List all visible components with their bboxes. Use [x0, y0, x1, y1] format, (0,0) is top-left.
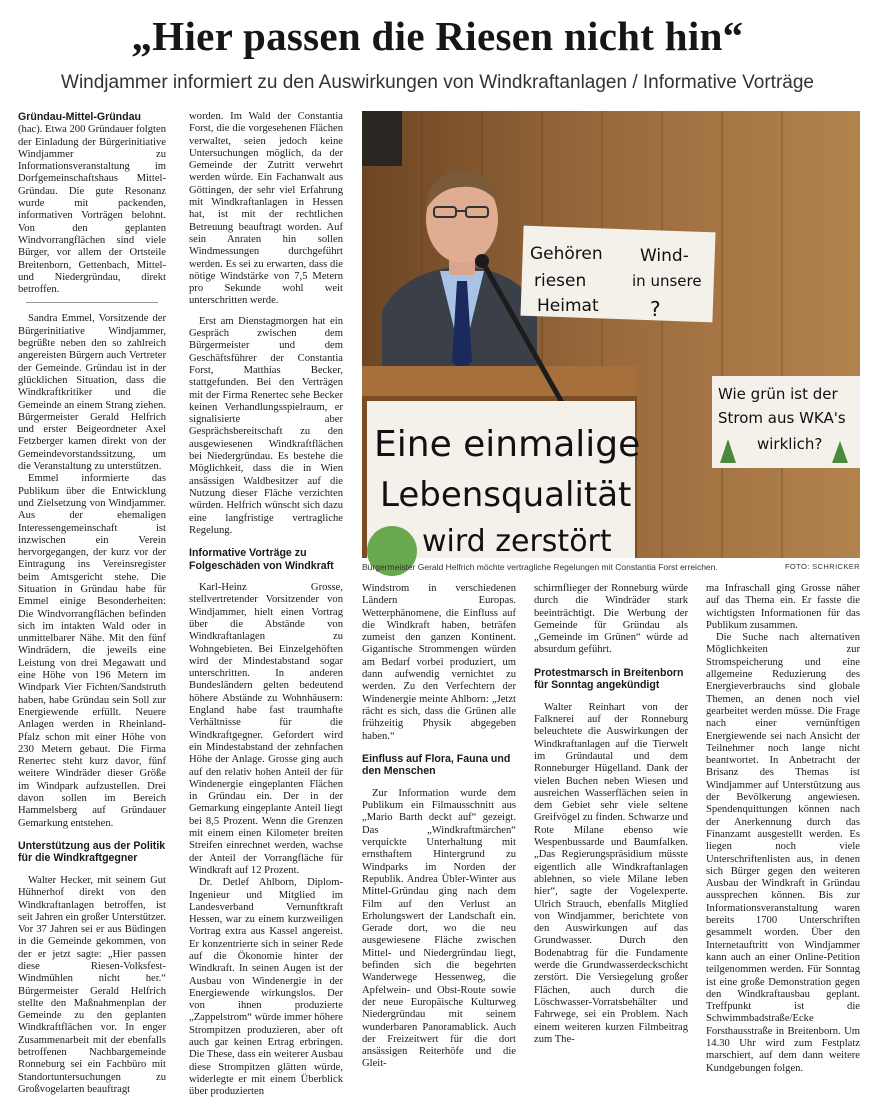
- column-5: [706, 583, 860, 1074]
- paragraph: Walter Hecker, mit seinem Gut Hühnerhof direkt von den Windkraftanlagen betroffen, ist seit Jahren ein großer Unterstützer. Vor 37 Jahren sei er aus Büdingen in die Gemeinde gekommen, von der er jetzt sagte: „Hier passen diese Riesen-Volksfest-Windmühlen nicht her.“ Bürgermeister Gerald Helfrich stellte den Maßnahmenplan der Gemeinde zu den geplanten Windkraftflächen vor. In enger Zusammenarbeit mit der ebenfalls betroffenen Nachbargemeinde Ronneburg sei ein Fachbüro mit Standortuntersuchungen zu Großvogelarten beauftragt: [18, 874, 166, 1095]
- intro-text: (hac). Etwa 200 Gründauer folgten der Einladung der Bürgerinitiative Windjammer zu Informationsveranstaltung im Dorfgemeinschaftshaus Mittel-Gründau. Die gute Resonanz wurde mit packenden, informativen Vorträgen belohnt. Von den geplanten Windvorrangflächen sind viele Bürger, vor allem der Ortsteile Breitenborn, Gettenbach, Mittel- und Niedergründau, direkt betroffen.: [18, 124, 166, 296]
- separator-rule: [26, 302, 158, 303]
- paragraph: Die Suche nach alternativen Möglichkeiten zur Stromspeicherung und eine allgemeine Reduzierung des Energieverbrauchs sind globale Themen, an denen noch viel gearbeitet werden müsse. Die Frage nach einer vernünftigen Energiewende sei nach Ansicht der Teilnehmer noch lange nicht beantwortet. In Anbetracht der Brisanz des Themas ist Windjammer auf Unterstützung aus der Bevölkerung angewiesen. Spendenquittungen können nach der Anerkennung durch das Finanzamt ausgestellt werden. Es liegen noch viele Unterschriftenlisten aus, in denen sich Bürger gegen den weiteren Ausbau der Windkraft in Gründau aussprechen können. Bis zur Informationsveranstaltung waren bereits 1700 Unterschriften gesammelt worden. Über den Internetauftritt von Windjammer kann auch an einer Online-Petition teilgenommen werden. Für Sonntag ist eine große Demonstration gegen den Windkraftausbau geplant. Treffpunkt ist die Schwimmbadstraße/Ecke Forsthausstraße in Breitenborn. Um 14.30 Uhr wird zum Festplatz marschiert, auf dem dann weitere Kundgebungen folgen.: [706, 632, 860, 1074]
- photo-caption: [362, 562, 860, 572]
- paragraph: schirmflieger der Ronneburg würde durch die Windräder stark beeinträchtigt. Die Werbung der Gemeinde für Gründau als „Gemeinde im Grünen“ würde ad absurdum geführt.: [534, 583, 688, 656]
- paragraph: worden. Im Wald der Constantia Forst, die die vorgesehenen Flächen verwaltet, seien jedoch keine Untersuchungen möglich, da der Gemeinde der Zutritt verwehrt werden würde. Ein Fachanwalt aus Göttingen, der sehr viel Erfahrung mit Windkraftanlagen in Hessen hat, ist mit der rechtlichen Betreuung beauftragt worden. Auf sein Anraten hin sollen Windmessungen durchgeführt werden. Es sei zu erwarten, dass die nötige Windstärke von 7,5 Metern pro Sekunde wohl weit unterschritten werde.: [189, 111, 343, 307]
- paragraph: ma Infraschall ging Grosse näher auf das Thema ein. Er fasste die wichtigsten Informationen für das Publikum zusammen.: [706, 583, 860, 631]
- column-1: [18, 111, 166, 1095]
- subheading: Unterstützung aus der Politik für die Windkraftgegner: [18, 839, 166, 865]
- sign-top-right-line-2: Wind-: [640, 246, 689, 266]
- subheading: Informative Vorträge zu Folgeschäden von Windkraft: [189, 547, 334, 572]
- sign-lectern-line-2: Lebensqualität: [380, 475, 632, 515]
- paragraph: Karl-Heinz Grosse, stellvertretender Vorsitzender von Windjammer, hielt einen Vortrag über die Abstände von Windkraftanlagen zu Wohngebieten. Bei Einzelgehöften wird der Mindestabstand sogar unterschritten. In anderen Bundesländern gelten bedeutend höhere Abstände zu Wohnhäusern: England habe fast traumhafte Verhältnisse für die Windkraftgegner. Gefordert wird ein Mindestabstand der zehnfachen Höhe der Anlage. Grosse ging auch auf den relativ hohen Anteil der für Windenergie eingeplanten Flächen in Gründau ein. Der in der Gemarkung eingeplante Anteil liegt bei 8,5 Prozent. Wenn die Grenzen mit einem einen Kilometer breiten Streifen einrechnet werden, wachse der Anteil der Vorrangfläche für Windkraft auf 12 Prozent.: [189, 582, 343, 876]
- photo-credit: FOTO: SCHRICKER: [784, 562, 860, 571]
- paragraph: Erst am Dienstagmorgen hat ein Gespräch zwischen dem Bürgermeister und dem Geschäftsführer der Constantia Forst, Matthias Becker, stattgefunden. Bei den Verträgen mit der Firma Renertec sehe Becker keinen Verhandlungsspielraum, er signalisierte aber Gesprächsbereitschaft zu den ausgewiesenen Windkraftflächen bei Niedergründau. Es bestehe die Möglichkeit, dass die in Wien ansässigen Waldbesitzer auf die Nutzung dieser Fläche verzichten würden. Helfrich wünscht sich dazu eine langfristige vertragliche Regelung.: [189, 315, 343, 536]
- sign-top-right-line-5: Heimat: [537, 296, 599, 316]
- paragraph: Emmel informierte das Publikum über die Entwicklung und Zielsetzung von Windjammer. Aus der ehemaligen Interessengemeinschaft ist inzwischen ein Verein hervorgegangen, der kurz vor der Eintragung ins Vereinsregister beim Amtsgericht stehe. Die Situation in Gründau habe für Emmel einige Besonderheiten: Die Windvorrangflächen befinden sich im intakten Wald oder in unmittelbarer Nähe. Mit den fünf Windrädern, die jeweils eine Leistung von drei Megawatt und eine Höhe von 196 Metern im Windpark Vier Fichten/Sandstruth haben, habe Gründau sein Soll zur Energiewende erfüllt. Neuere Anlagen werden in Rheinland-Pfalz schon mit einer Höhe von 230 Metern gebaut. Die Firma Renertec steht kurz davor, fünf weitere Windräder dieser Größe im Windpark aufzustellen. Drei davon sollen im Bereich Hammelsberg auf Gründauer Gemarkung entstehen.: [18, 473, 166, 829]
- subheading: Protestmarsch in Breitenborn für Sonntag angekündigt: [534, 666, 684, 692]
- sign-top-right-line-1: Gehören: [530, 244, 603, 264]
- paragraph: Sandra Emmel, Vorsitzende der Bürgerinitiative Windjammer, begrüßte neben den so zahlreich angereisten Bürgern auch Vertreter der Gemeinde. Gründau ist in der glücklichen Situation, dass die Windkraftkritiker und die Gemeinde an einem Strang ziehen. Bürgermeister Gerald Helfrich und erster Beigeordneter Axel Fetzberger kamen direkt von der Gemeindevorstandssitzung, um die Veranstaltung zu unterstützen.: [18, 313, 166, 473]
- subheadline: Windjammer informiert zu den Auswirkungen von Windkraftanlagen / Informative Vorträge: [61, 72, 814, 93]
- column-3: [362, 583, 516, 1070]
- sign-top-right-line-4: in unsere: [632, 272, 702, 290]
- sign-top-right-line-6: ?: [650, 297, 661, 321]
- paragraph: Dr. Detlef Ahlborn, Diplom-Ingenieur und Mitglied im Landesverband Vernunftkraft Hessen, war zu einem kurzweiligen Vortrag extra aus Kassel angereist. Er konzentrierte sich in seiner Rede auf die Ökonomie hinter der Windkraft. In seinen Augen ist der Ausbau von Windenergie in der Energiewende wirkungslos. Der von ihnen produzierte „Zappelstrom“ würde immer höhere Strompitzen produzieren, aber oft auch gar keinen Ertrag erbringen. Die These, dass ein weiterer Ausbau diese Strompitzen glätten würde, widerlegte er mit einem Überblick über produzierten: [189, 877, 343, 1098]
- sign-top-right-line-3: riesen: [534, 271, 587, 291]
- sign-lectern-line-1: Eine einmalige: [374, 424, 641, 465]
- sign-right-line-3: wirklich?: [757, 435, 823, 453]
- paragraph: Walter Reinhart von der Falknerei auf der Ronneburg beleuchtete die Auswirkungen der Windkraftanlagen auf die Tierwelt im Gründautal und dem Ronneburger Hügelland. Dank der vielen Buchen neben Wiesen und ausreichen Wasserflächen seien in dem Gebiet sehr viele seltene Greifvögel zu finden. Schwarze und Rote Milane ebenso wie Wespenbussarde und Baumfalken. „Das Regierungspräsidium müsste eigentlich alle Windkraftanlagen ablehnen, so viele Milane leben hier“, sagte der Vogelexperte. Ulrich Strauch, ebenfalls Mitglied von Windjammer, berichtete von den Auswirkungen auf das Grundwasser. Durch den Bodenabtrag für die Fundamente werde die Grundwasserdeckschicht zerstört. Die Versiegelung großer Flächen, auch durch die Löschwasser-Vorratsbehälter und Fahrwege, sei ein Problem. Nach einem weiteren kurzen Filmbeitrag zum The-: [534, 701, 688, 1045]
- column-4: [534, 583, 688, 1045]
- sign-right-line-2: Strom aus WKA's: [718, 409, 846, 427]
- headline: „Hier passen die Riesen nicht hin“: [131, 13, 744, 59]
- paragraph: Windstrom in verschiedenen Ländern Europas. Wetterphänomene, die Einfluss auf die Windkraft haben, beträfen zumeist den ganzen Kontinent. Gigantische Strommengen würden am Bedarf vorbei produziert, um dann aufwendig vernichtet zu werden. Zu den Verfechtern der Windenergie meinte Ahlborn: „Jetzt rächt es sich, dass die Grünen alle frühzeitig Physik abgegeben haben.“: [362, 583, 516, 742]
- sign-right-line-1: Wie grün ist der: [718, 385, 838, 403]
- column-2: [189, 111, 343, 1098]
- dateline: Gründau-Mittel-Gründau: [18, 111, 141, 123]
- article-photo: [362, 111, 860, 558]
- caption-text: Bürgermeister Gerald Helfrich möchte vertragliche Regelungen mit Constantia Forst erreichen.: [362, 562, 718, 572]
- subheading: Einfluss auf Flora, Fauna und den Menschen: [362, 752, 511, 778]
- paragraph: Zur Information wurde dem Publikum ein Filmausschnitt aus „Mario Barth deckt auf“ gezeigt. Das „Windkraftmärchen“ verquickte Unterhaltung mit ernsthaftem Hintergrund zu Windparks im Norden der Republik. Andrea Übler-Winter aus Mittel-Gründau ging nach dem Film auf den Verlust an Erholungswert der Landschaft ein. Gerade dort, wo die neu ausgewiesene Fläche zwischen Mittel- und Niedergründau liegt, befinden sich die begehrten Wanderwege Hessenweg, die Apfelwein- und Obst-Route sowie der neue Europäische Kulturweg Niedergründau mit seinem wunderbaren Panoramablick. Auch der Freizeitwert für die dort ansässigen Reiterhöfe und die Gleit-: [362, 787, 516, 1070]
- intro-paragraph: [18, 111, 166, 296]
- sign-lectern-line-3: wird zerstört: [422, 524, 612, 559]
